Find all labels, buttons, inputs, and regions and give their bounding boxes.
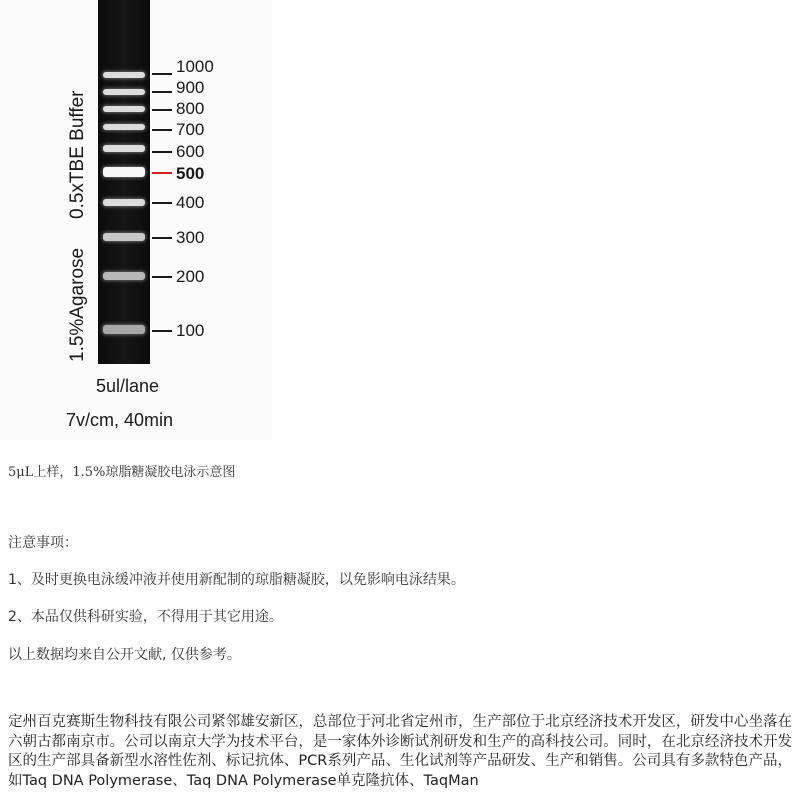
marker-label-100: 100 xyxy=(176,321,205,340)
marker-tick-1000 xyxy=(152,73,172,75)
marker-label-800: 800 xyxy=(176,99,205,118)
band-900 xyxy=(103,89,145,95)
marker-label-900: 900 xyxy=(176,78,205,97)
gel-lane xyxy=(98,0,150,364)
band-200 xyxy=(103,272,145,280)
marker-tick-600 xyxy=(152,151,172,153)
marker-tick-700 xyxy=(152,129,172,131)
notes-heading: 注意事项： xyxy=(8,535,78,551)
marker-label-600: 600 xyxy=(176,142,205,161)
gel-electrophoresis-figure xyxy=(0,0,272,440)
marker-label-1000: 1000 xyxy=(176,57,214,76)
band-800 xyxy=(103,106,145,112)
band-500 xyxy=(103,167,145,177)
lane-volume-label: 5ul/lane xyxy=(96,376,160,396)
note-item-1: 1、及时更换电泳缓冲液并使用新配制的琼脂糖凝胶，以免影响电泳结果。 xyxy=(8,572,465,588)
marker-label-300: 300 xyxy=(176,228,205,247)
marker-tick-800 xyxy=(152,109,172,111)
marker-tick-400 xyxy=(152,202,172,204)
buffer-side-label: 0.5xTBE Buffer xyxy=(67,90,88,220)
band-400 xyxy=(103,199,145,206)
marker-label-500: 500 xyxy=(176,164,205,183)
company-introduction: 定州百克赛斯生物科技有限公司紧邻雄安新区，总部位于河北省定州市，生产部位于北京经济技术开发区，研发中心坐落在六朝古都南京市。公司以南京大学为技术平台，是一家体外诊断试剂研发和生产的高科技公司。同时，在北京经济技术开发区的生产部具备新型水溶性佐剂、标记抗体、PCR系列产品、生化试剂等产品研发、生产和销售。公司具有多款特色产品，如Taq DNA Polymerase、Taq DNA Polymerase单克隆抗体、TaqMan xyxy=(8,714,792,789)
agarose-side-label: 1.5%Agarose xyxy=(67,247,88,363)
marker-tick-300 xyxy=(152,237,172,239)
note-item-2: 2、本品仅供科研实验，不得用于其它用途。 xyxy=(8,609,283,625)
marker-label-400: 400 xyxy=(176,193,205,212)
reference-note: 以上数据均来自公开文献, 仅供参考。 xyxy=(8,647,241,663)
marker-label-700: 700 xyxy=(176,120,205,139)
marker-tick-900 xyxy=(152,91,172,93)
band-300 xyxy=(103,233,145,241)
band-700 xyxy=(103,124,145,130)
marker-tick-100 xyxy=(152,330,172,332)
marker-label-200: 200 xyxy=(176,267,205,286)
marker-tick-500 xyxy=(152,172,172,174)
band-600 xyxy=(103,145,145,152)
marker-tick-200 xyxy=(152,276,172,278)
figure-caption: 5μL上样，1.5%琼脂糖凝胶电泳示意图 xyxy=(8,465,236,480)
band-100 xyxy=(103,325,145,334)
band-1000 xyxy=(103,72,145,78)
run-condition-label: 7v/cm, 40min xyxy=(66,410,174,430)
